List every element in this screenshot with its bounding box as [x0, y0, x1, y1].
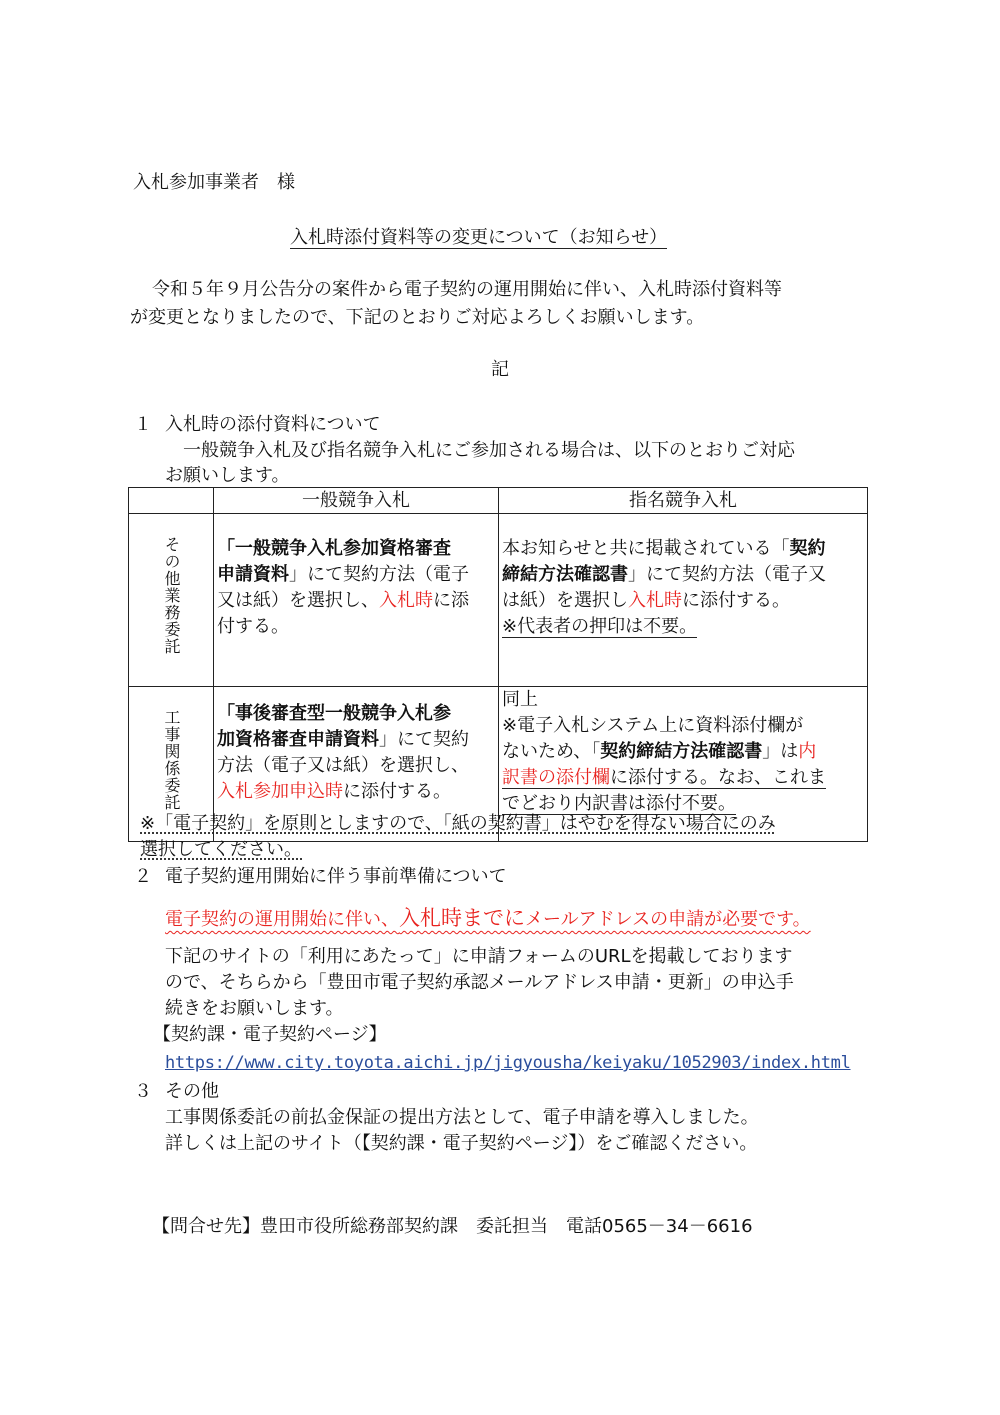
cell-text: 方法（電子又は紙）を選択し、: [217, 755, 469, 777]
table-note-line-2: 選択してください。: [140, 839, 302, 860]
contract-page-link[interactable]: https://www.city.toyota.aichi.jp/jigyousha/keiyaku/1052903/index.html: [165, 1053, 851, 1073]
cell-text: 」にて契約方法（電子又: [628, 564, 826, 586]
cell-text: に添付する。: [343, 781, 451, 803]
section3-line-2: 詳しくは上記のサイト（【契約課・電子契約ページ】）をご確認ください。: [165, 1133, 758, 1154]
cell-bold-text: 「一般競争入札参加資格審査: [217, 538, 451, 559]
section2-body-line-1: 下記のサイトの「利用にあたって」に申請フォームのURLを掲載しております: [165, 946, 793, 967]
cell-text: は紙）を選択し: [502, 590, 628, 612]
cell-text: 本お知らせと共に掲載されている「: [502, 538, 790, 559]
cell-text: 付する。: [217, 616, 289, 638]
cell-red-text: 訳書の添付欄: [502, 767, 610, 789]
section2-number: ２: [134, 866, 152, 887]
cell-bold-text: 「事後審査型一般競争入札参: [217, 703, 451, 724]
cell-text: に添付する。: [682, 590, 790, 612]
cell-red-text: 入札時: [628, 590, 682, 612]
alert-text: メールアドレスの申請が必要です。: [525, 909, 811, 930]
document-title-text: 入札時添付資料等の変更について（お知らせ）: [290, 227, 668, 248]
table-row: [129, 514, 868, 687]
section1-number: １: [134, 414, 152, 435]
contract-page-link-wrap: [165, 1050, 851, 1076]
section1-desc-line-2: お願いします。: [165, 465, 290, 486]
cell-text: 同上: [502, 689, 538, 710]
cell-bold-text: 締結方法確認書: [502, 564, 628, 586]
intro-line-2: が変更となりましたので、下記のとおりご対応よろしくお願いします。: [130, 307, 705, 328]
cell-text: 」にて契約: [379, 729, 469, 751]
cell-designated-other: [499, 514, 868, 687]
cell-text: 」は: [762, 741, 799, 763]
table-corner-cell: [129, 488, 214, 514]
cell-bold-text: 加資格審査申請資料: [217, 729, 379, 751]
addressee: 入札参加事業者 様: [133, 172, 295, 193]
section3-heading: その他: [165, 1081, 219, 1102]
cell-text: に添: [433, 590, 469, 612]
cell-general-other: [214, 514, 499, 687]
section3-line-1: 工事関係委託の前払金保証の提出方法として、電子申請を導入しました。: [165, 1107, 759, 1128]
cell-bold-text: 申請資料: [217, 564, 289, 586]
section1-desc-line-1: 一般競争入札及び指名競争入札にご参加される場合は、以下のとおりご対応: [183, 440, 795, 461]
cell-text: 又は紙）を選択し、: [217, 590, 379, 612]
row-label-text: その他業務委託: [162, 536, 181, 656]
section2-heading: 電子契約運用開始に伴う事前準備について: [165, 866, 507, 887]
contact-info: 【問合せ先】豊田市役所総務部契約課 委託担当 電話0565－34－6616: [152, 1216, 753, 1237]
row-label-text: 工事関係委託: [162, 708, 181, 811]
row-label-other-services: [129, 514, 214, 687]
cell-red-text: 内: [798, 741, 817, 763]
section3-number: ３: [134, 1081, 152, 1102]
section1-heading: 入札時の添付資料について: [165, 414, 381, 435]
alert-emphasis: 入札時までに: [399, 906, 525, 930]
table-header-general: 一般競争入札: [214, 488, 499, 514]
cell-bold-text: 契約締結方法確認書: [600, 741, 763, 763]
document-title: [290, 225, 667, 251]
cell-text: 」にて契約方法（電子: [289, 564, 469, 586]
intro-line-1: 令和５年９月公告分の案件から電子契約の運用開始に伴い、入札時添付資料等: [152, 279, 782, 300]
ki-marker: 記: [491, 359, 509, 380]
section2-alert: [165, 903, 811, 933]
cell-red-text: 入札時: [379, 590, 433, 612]
section2-body-line-2: ので、そちらから「豊田市電子契約承認メールアドレス申請・更新」の申込手: [165, 972, 794, 993]
alert-text: 電子契約の運用開始に伴い、: [165, 909, 399, 930]
cell-text: ないため、「: [502, 741, 601, 763]
cell-note: ※代表者の押印は不要。: [502, 616, 698, 638]
cell-text: でどおり内訳書は添付不要。: [502, 793, 736, 815]
contract-page-label: 【契約課・電子契約ページ】: [153, 1024, 387, 1045]
attachment-table: [128, 487, 868, 842]
cell-bold-text: 契約: [789, 538, 826, 559]
cell-text: ※電子入札システム上に資料添付欄が: [502, 715, 804, 737]
section2-body-line-3: 続きをお願いします。: [165, 998, 344, 1019]
table-note-line-1: ※「電子契約」を原則としますので、「紙の契約書」はやむを得ない場合にのみ: [140, 813, 776, 834]
cell-red-text: 入札参加申込時: [217, 781, 343, 803]
cell-text: に添付する。なお、これま: [610, 767, 826, 789]
table-header-designated: 指名競争入札: [499, 488, 868, 514]
